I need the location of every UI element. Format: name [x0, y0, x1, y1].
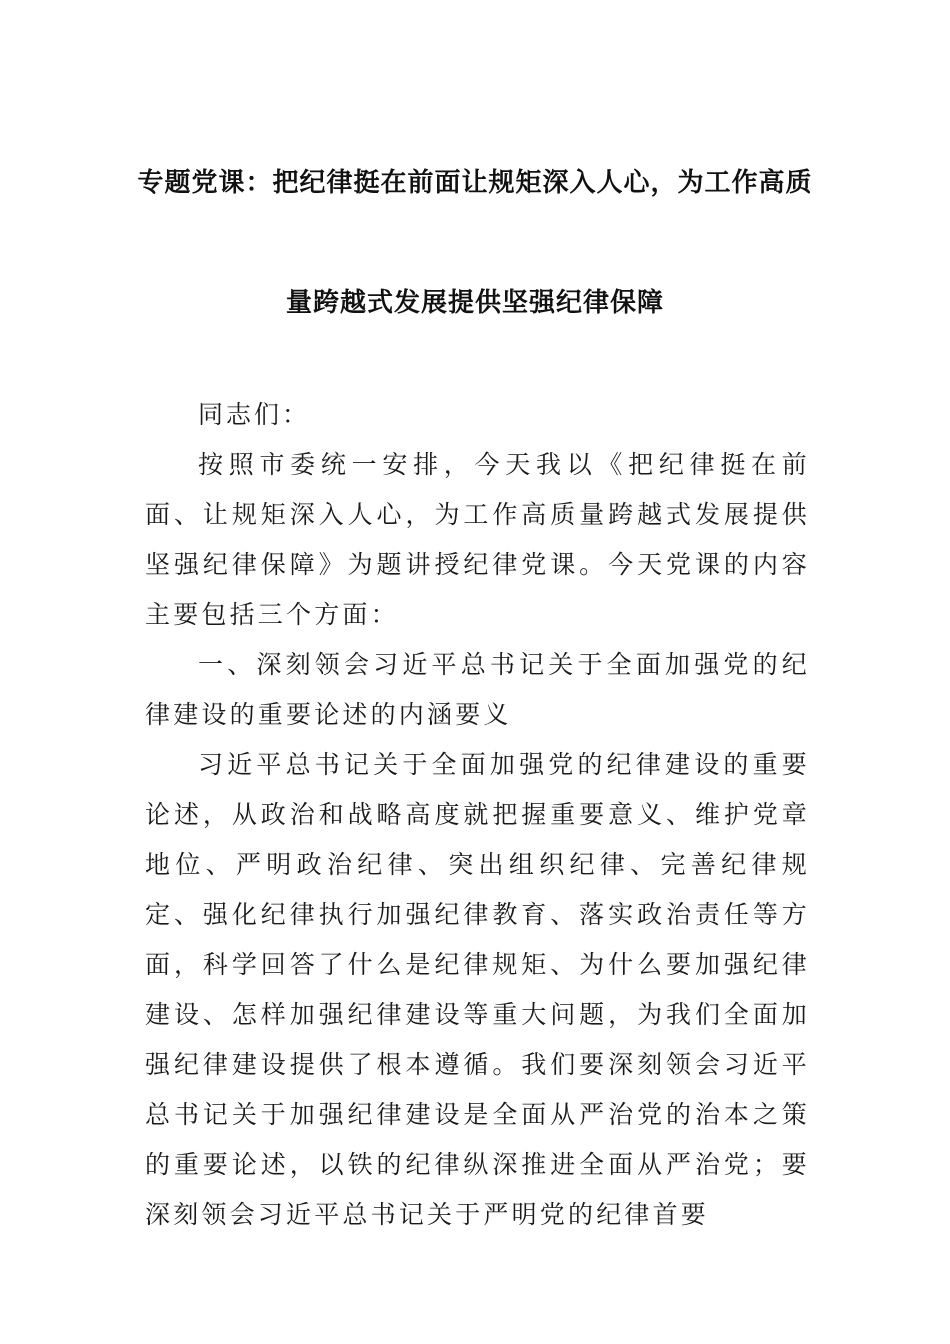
paragraph-text: 习近平总书记关于全面加强党的纪律建设的重要论述，从政治和战略高度就把握重要意义、维护党章地位、严明政治纪律、突出组织纪律、完善纪律规定、强化纪律执行加强纪律教育、落实政治责任等方面，科学回答了什么是纪律规矩、为什么要加强纪律建设、怎样加强纪律建设等重大问题，为我们全面加强纪律建设提供了根本遵循。我们要深刻领会习近平总书记关于加强纪律建设是全面从严治党的治本之策的重要论述，以铁的纪律纵深推进全面从严治党；要深刻领会习近平总书记关于严明党的纪律首要	[145, 750, 810, 1229]
section-heading-text: 一、深刻领会习近平总书记关于全面加强党的纪律建设的重要论述的内涵要义	[145, 650, 810, 729]
document-title-line-1: 专题党课：把纪律挺在前面让规矩深入人心，为工作高质	[137, 168, 813, 198]
section-heading-1	[145, 640, 810, 740]
document-title-line-2: 量跨越式发展提供坚强纪律保障	[285, 288, 664, 318]
paragraph-body	[145, 740, 810, 1240]
paragraph-text: 按照市委统一安排，今天我以《把纪律挺在前面、让规矩深入人心，为工作高质量跨越式发展提供坚强纪律保障》为题讲授纪律党课。今天党课的内容主要包括三个方面：	[145, 450, 810, 629]
paragraph-intro	[145, 440, 810, 640]
salutation: 同志们：	[198, 400, 311, 429]
